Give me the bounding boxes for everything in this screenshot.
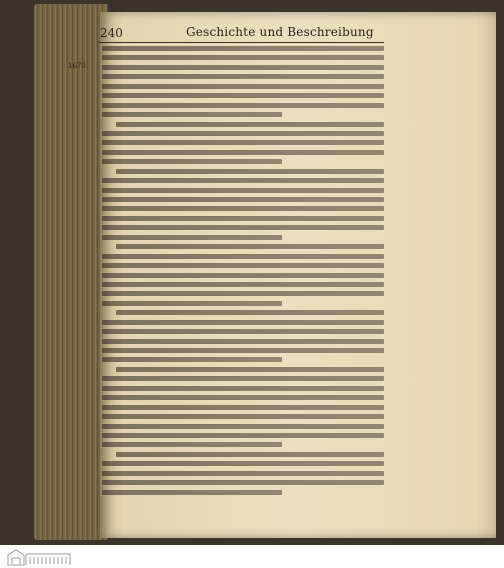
text-line — [102, 150, 384, 155]
text-line — [102, 178, 384, 183]
text-line — [102, 235, 282, 240]
text-line — [102, 282, 384, 287]
text-line — [102, 159, 282, 164]
text-line — [102, 84, 384, 89]
running-head: Geschichte und Beschreibung — [186, 25, 374, 39]
text-line — [102, 376, 384, 381]
library-logo-icon — [6, 548, 72, 566]
text-line — [102, 301, 282, 306]
text-line — [102, 131, 384, 136]
text-line — [102, 348, 384, 353]
text-line — [116, 452, 384, 457]
text-line — [102, 263, 384, 268]
text-line — [116, 244, 384, 249]
text-line — [102, 55, 384, 60]
text-line — [102, 424, 384, 429]
text-line — [102, 442, 282, 447]
text-line — [116, 367, 384, 372]
text-line — [116, 310, 384, 315]
text-line — [102, 103, 384, 108]
margin-year: 1670. — [68, 62, 89, 70]
text-line — [102, 188, 384, 193]
text-line — [102, 93, 384, 98]
text-line — [102, 74, 384, 79]
text-line — [102, 112, 282, 117]
text-line — [102, 414, 384, 419]
footer-bar — [0, 545, 504, 568]
text-line — [102, 291, 384, 296]
header-rule — [98, 42, 384, 43]
text-line — [102, 433, 384, 438]
text-line — [102, 471, 384, 476]
text-line — [102, 216, 384, 221]
text-line — [102, 329, 384, 334]
text-line — [102, 254, 384, 259]
text-line — [102, 395, 384, 400]
text-line — [102, 197, 384, 202]
text-line — [102, 46, 384, 51]
text-line — [102, 140, 384, 145]
text-line — [116, 169, 384, 174]
text-line — [102, 461, 384, 466]
book-page-edges — [34, 4, 108, 540]
text-line — [102, 320, 384, 325]
text-line — [102, 339, 384, 344]
page-number: 240 — [100, 26, 123, 40]
text-line — [102, 273, 384, 278]
text-line — [102, 206, 384, 211]
body-text — [102, 46, 384, 486]
text-line — [102, 357, 282, 362]
text-line — [102, 480, 384, 485]
text-line — [102, 225, 384, 230]
text-line — [102, 405, 384, 410]
text-line — [102, 65, 384, 70]
text-line — [102, 490, 282, 495]
text-line — [102, 386, 384, 391]
text-line — [116, 122, 384, 127]
